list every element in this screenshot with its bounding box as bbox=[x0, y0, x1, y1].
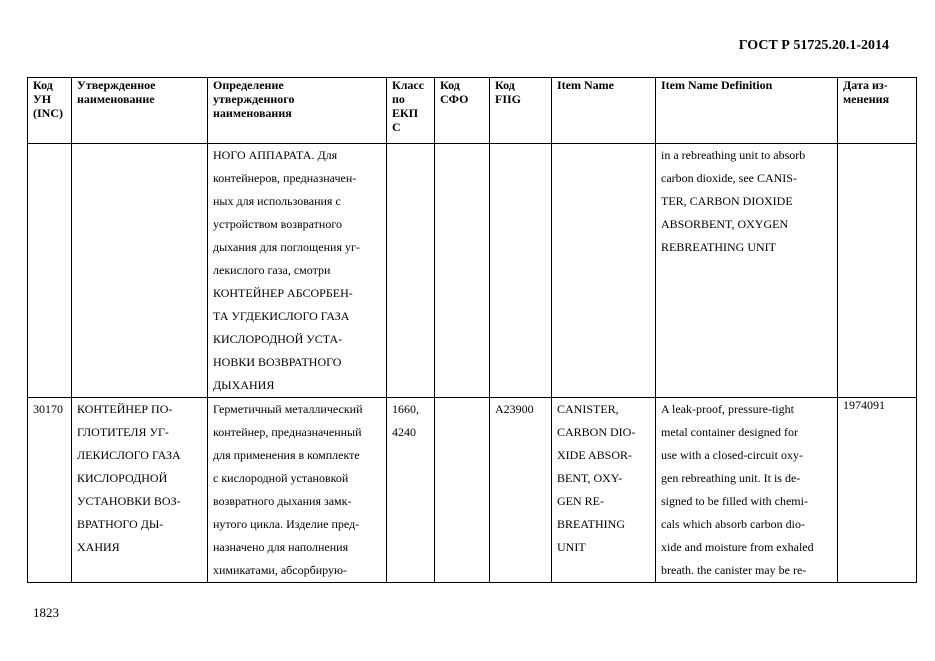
cell-date: 1974091 bbox=[838, 398, 917, 583]
header-sfo: Код СФО bbox=[435, 78, 490, 144]
cell-item-name bbox=[552, 144, 656, 398]
cell-sfo bbox=[435, 398, 490, 583]
header-date: Дата из- менения bbox=[838, 78, 917, 144]
cell-item-name: CANISTER, CARBON DIO- XIDE ABSOR- BENT, OXY- GEN RE- BREATHING UNIT bbox=[552, 398, 656, 583]
cell-definition: Герметичный металлический контейнер, предназначенный для применения в комплекте с кислородной установкой возвратного дыхания замк- нутого цикла. Изделие пред- назначено для наполнения химикатами, абсорбирую- bbox=[208, 398, 387, 583]
classification-table bbox=[27, 77, 917, 583]
table-row bbox=[28, 144, 917, 398]
cell-item-def: A leak-proof, pressure-tight metal container designed for use with a closed-circuit oxy- gen rebreathing unit. It is de- signed to be filled with chemi- cals which absorb carbon dio- xide and moisture from exhaled breath. the canister may be re- bbox=[656, 398, 838, 583]
cell-fiig bbox=[490, 144, 552, 398]
cell-class: 1660, 4240 bbox=[387, 398, 435, 583]
cell-name bbox=[72, 144, 208, 398]
header-item-def: Item Name Definition bbox=[656, 78, 838, 144]
cell-name: КОНТЕЙНЕР ПО- ГЛОТИТЕЛЯ УГ- ЛЕКИСЛОГО ГАЗА КИСЛОРОДНОЙ УСТАНОВКИ ВОЗ- ВРАТНОГО ДЫ- ХАНИЯ bbox=[72, 398, 208, 583]
header-fiig: Код FIIG bbox=[490, 78, 552, 144]
header-item-name: Item Name bbox=[552, 78, 656, 144]
header-class: Класс по ЕКП С bbox=[387, 78, 435, 144]
page-number: 1823 bbox=[33, 605, 59, 620]
cell-definition: НОГО АППАРАТА. Для контейнеров, предназначен- ных для использования с устройством возвратного дыхания для поглощения уг- лекислого газа, смотри КОНТЕЙНЕР АБСОРБЕН- ТА УГДЕКИСЛОГО ГАЗА КИСЛОРОДНОЙ УСТА- НОВКИ ВОЗВРАТНОГО ДЫХАНИЯ bbox=[208, 144, 387, 398]
document-code: ГОСТ Р 51725.20.1-2014 bbox=[738, 38, 889, 53]
cell-fiig: A23900 bbox=[490, 398, 552, 583]
cell-date bbox=[838, 144, 917, 398]
header-inc: Код УН (INC) bbox=[28, 78, 72, 144]
cell-item-def: in a rebreathing unit to absorb carbon dioxide, see CANIS- TER, CARBON DIOXIDE ABSORBENT, OXYGEN REBREATHING UNIT bbox=[656, 144, 838, 398]
cell-sfo bbox=[435, 144, 490, 398]
cell-inc: 30170 bbox=[28, 398, 72, 583]
table-row bbox=[28, 398, 917, 583]
cell-inc bbox=[28, 144, 72, 398]
header-name: Утвержденное наименование bbox=[72, 78, 208, 144]
cell-class bbox=[387, 144, 435, 398]
table-header-row bbox=[28, 78, 917, 144]
header-definition: Определение утвержденного наименования bbox=[208, 78, 387, 144]
